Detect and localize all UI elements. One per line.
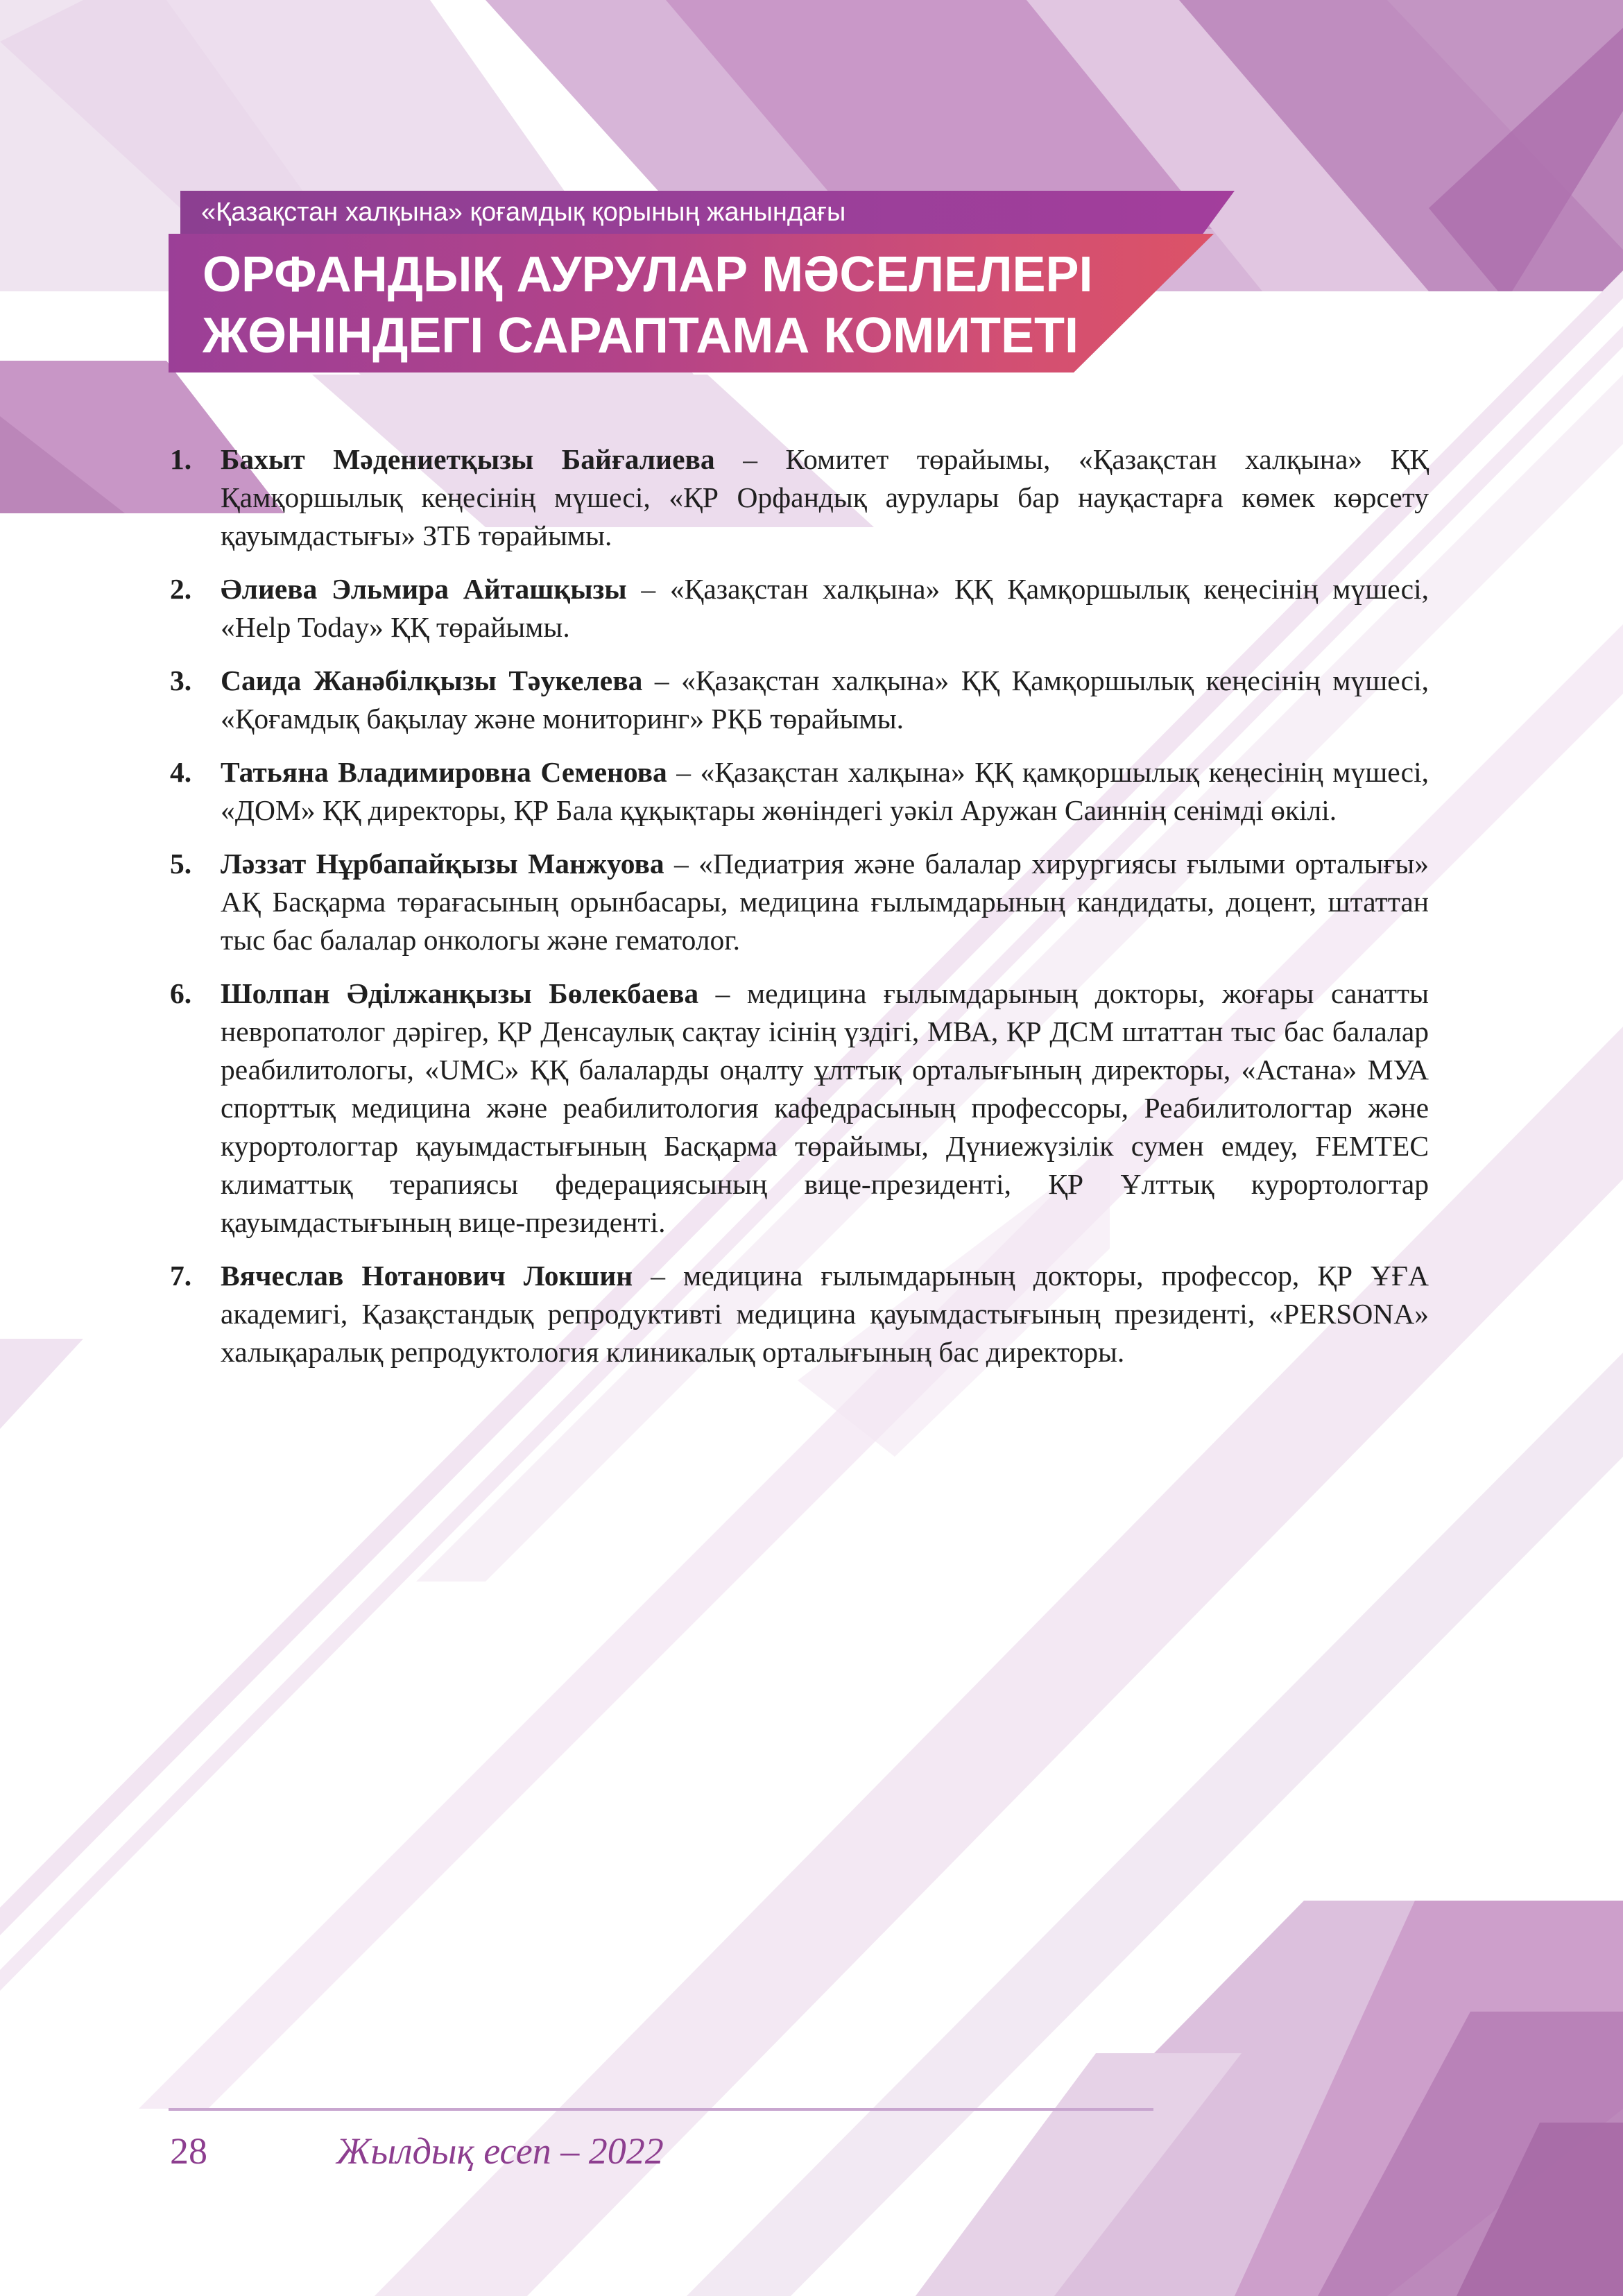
member-description: – медицина ғылымдарының докторы, профессор, ҚР ҰҒА академигі, Қазақстандық репродуктивті медицина қауымдастығының президенті, «PERSONA» халықаралық репродуктология клиникалық орталығының бас директоры.: [221, 1260, 1429, 1368]
member-description: – «Қазақстан халқына» ҚҚ Қамқоршылық кеңесінің мүшесі, «Қоғамдық бақылау және мониторинг» РҚБ төрайымы.: [221, 665, 1429, 735]
page-title-line: ОРФАНДЫҚ АУРУЛАР МӘСЕЛЕЛЕРІ: [203, 247, 1093, 302]
page-title: [203, 244, 1093, 366]
footer-divider: [169, 2108, 1153, 2111]
list-item-number: 5.: [170, 848, 192, 880]
list-item-number: 7.: [170, 1260, 192, 1292]
member-description: – «Педиатрия және балалар хирургиясы ғылыми орталығы» АҚ Басқарма төрағасының орынбасары, медицина ғылымдарының кандидаты, доцент, штаттан тыс бас балалар онкологы және гематолог.: [221, 848, 1429, 956]
member-name: Вячеслав Нотанович Локшин: [221, 1260, 633, 1292]
list-item: [170, 753, 1429, 830]
list-item: [170, 845, 1429, 959]
member-name: Ләззат Нұрбапайқызы Манжуова: [221, 848, 664, 880]
member-name: Татьяна Владимировна Семенова: [221, 756, 667, 788]
list-item-number: 3.: [170, 665, 192, 696]
member-name: Шолпан Әділжанқызы Бөлекбаева: [221, 977, 699, 1009]
bg-shape: [0, 1339, 83, 1429]
list-item-number: 2.: [170, 573, 192, 605]
member-description: – Комитет төрайымы, «Қазақстан халқына» ҚҚ Қамқоршылық кеңесінің мүшесі, «ҚР Орфандық аурулары бар науқастарға көмек көрсету қауымдастығы» ЗТБ төрайымы.: [221, 443, 1429, 551]
member-name: Бахыт Мәдениетқызы Байғалиева: [221, 443, 715, 475]
committee-members-list: [170, 440, 1429, 1387]
member-description: – медицина ғылымдарының докторы, жоғары санатты невропатолог дәрігер, ҚР Денсаулық сақтау ісінің үздігі, МВА, ҚР ДСМ штаттан тыс бас балалар реабилитологы, «UMC» ҚҚ балаларды оңалту ұлттық орталығының директоры, «Астана» МУА спорттық медицина және реабилитология кафедрасының профессоры, Реабилитологтар және курортологтар қауымдастығының Басқарма төрайымы, Дүниежүзілік сумен емдеу, FEMTEC климаттық терапиясы федерациясының вице-президенті, ҚР Ұлттық курортологтар қауымдастығының вице-президенті.: [221, 977, 1429, 1238]
list-item: [170, 975, 1429, 1242]
page-number: 28: [170, 2130, 207, 2172]
footer-report-title: Жылдық есеп – 2022: [336, 2130, 664, 2172]
member-description: – «Қазақстан халқына» ҚҚ Қамқоршылық кеңесінің мүшесі, «Help Today» ҚҚ төрайымы.: [221, 573, 1429, 643]
member-name: Әлиева Эльмира Айташқызы: [221, 573, 627, 605]
list-item: [170, 570, 1429, 646]
header-subtitle: «Қазақстан халқына» қоғамдық қорының жанындағы: [201, 198, 846, 227]
list-item-number: 1.: [170, 443, 192, 475]
member-description: – «Қазақстан халқына» ҚҚ қамқоршылық кеңесінің мүшесі, «ДОМ» ҚҚ директоры, ҚР Бала құқықтары жөніндегі уәкіл Аружан Саиннің сенімді өкілі.: [221, 756, 1429, 826]
member-name: Саида Жанәбілқызы Тәукелева: [221, 665, 643, 696]
list-item: [170, 440, 1429, 555]
list-item-number: 4.: [170, 756, 192, 788]
list-item: [170, 662, 1429, 738]
list-item-number: 6.: [170, 977, 192, 1009]
list-item: [170, 1257, 1429, 1371]
page-title-line: ЖӨНІНДЕГІ САРАПТАМА КОМИТЕТІ: [203, 308, 1079, 363]
